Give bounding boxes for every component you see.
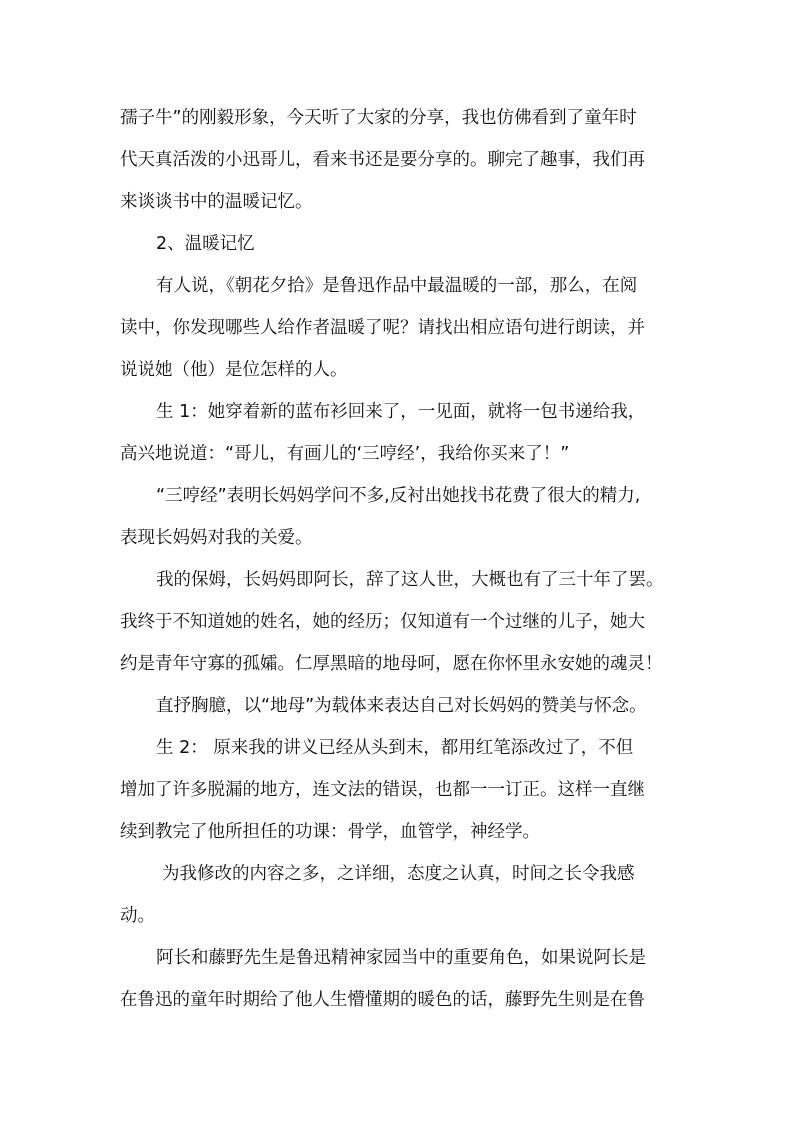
- text-line: 直抒胸臆，以“地母”为载体来表达自己对长妈妈的赞美与怀念。: [156, 696, 647, 716]
- text-line: 读中，你发现哪些人给作者温暖了呢？请找出相应语句进行朗读，并: [120, 318, 645, 338]
- text-line: 在鲁迅的童年时期给了他人生懵懂期的暖色的话，藤野先生则是在鲁: [120, 990, 645, 1010]
- text-line: 来谈谈书中的温暖记忆。: [120, 192, 313, 212]
- text-line: 增加了许多脱漏的地方，连文法的错误，也都一一订正。这样一直继: [120, 780, 645, 800]
- text-line: 说说她（他）是位怎样的人。: [120, 360, 348, 380]
- text-line: 孺子牛”的刚毅形象，今天听了大家的分享，我也仿佛看到了童年时: [120, 108, 637, 128]
- text-line: 续到教完了他所担任的功课：骨学，血管学，神经学。: [120, 822, 540, 842]
- text-line: 为我修改的内容之多，之详细，态度之认真，时间之长令我感: [162, 864, 635, 884]
- text-line: 表现长妈妈对我的关爱。: [120, 528, 313, 548]
- text-line: 有人说，《朝花夕拾》是鲁迅作品中最温暖的一部，那么，在阅: [156, 276, 638, 296]
- section-heading: 2、温暖记忆: [156, 234, 255, 254]
- text-line: 阿长和藤野先生是鲁迅精神家园当中的重要角色，如果说阿长是: [156, 948, 646, 968]
- text-line: 生 1：她穿着新的蓝布衫回来了，一见面，就将一包书递给我，: [156, 402, 646, 422]
- text-line: 我终于不知道她的姓名，她的经历；仅知道有一个过继的儿子，她大: [120, 612, 645, 632]
- text-line: 我的保姆，长妈妈即阿长，辞了这人世，大概也有了三十年了罢。: [156, 570, 664, 590]
- text-line: 生 2： 原来我的讲义已经从头到末，都用红笔添改过了，不但: [156, 738, 634, 758]
- text-line: 代天真活泼的小迅哥儿，看来书还是要分享的。聊完了趣事，我们再: [120, 150, 645, 170]
- text-line: 动。: [120, 906, 155, 926]
- text-line: 约是青年守寡的孤孀。仁厚黑暗的地母呵，愿在你怀里永安她的魂灵！: [120, 654, 663, 674]
- text-line: “三哼经”表明长妈妈学问不多,反衬出她找书花费了很大的精力,: [156, 486, 641, 506]
- text-line: 高兴地说道：“哥儿，有画儿的‘三哼经’，我给你买来了！”: [120, 444, 570, 464]
